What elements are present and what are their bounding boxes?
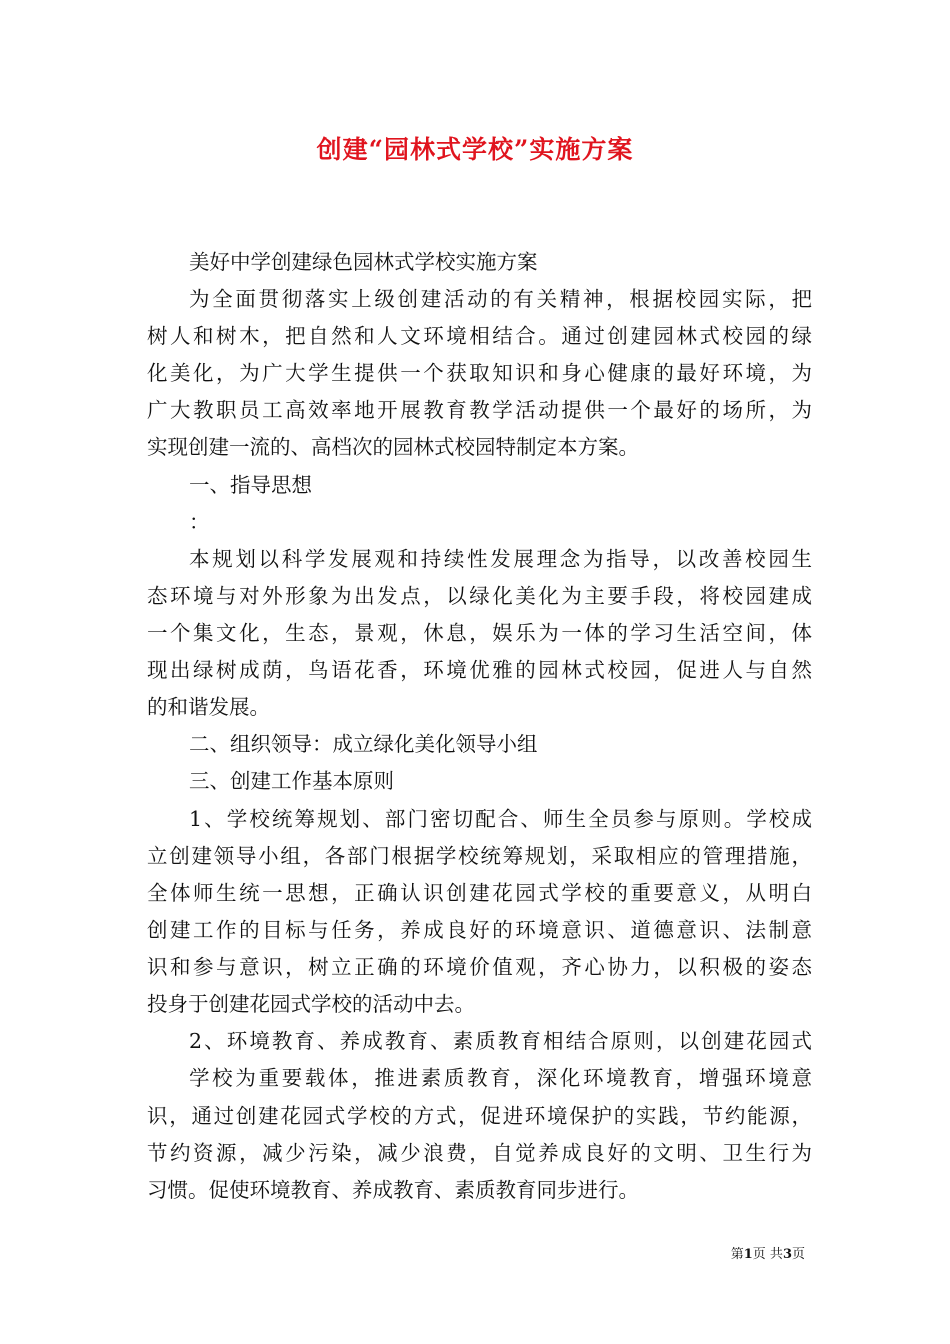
paragraph-line: 本规划以科学发展观和持续性发展理念为指导，以改善校园生 <box>189 547 812 571</box>
section-heading: 三、创建工作基本原则 <box>189 769 394 793</box>
paragraph-line: 2、环境教育、养成教育、素质教育相结合原则，以创建花园式 <box>189 1029 812 1053</box>
paragraph-line: 现出绿树成荫，鸟语花香，环境优雅的园林式校园，促进人与自然 <box>147 658 812 682</box>
paragraph-line: 节约资源，减少污染，减少浪费，自觉养成良好的文明、卫生行为 <box>147 1141 812 1165</box>
paragraph-line: 创建工作的目标与任务，养成良好的环境意识、道德意识、法制意 <box>147 918 812 942</box>
paragraph-line: 一个集文化，生态，景观，休息，娱乐为一体的学习生活空间，体 <box>147 621 812 645</box>
paragraph-line: 识，通过创建花园式学校的方式，促进环境保护的实践，节约能源， <box>147 1104 812 1128</box>
current-page-number: 1 <box>743 1247 753 1262</box>
paragraph-line: ： <box>189 510 210 534</box>
total-pages-number: 3 <box>782 1247 792 1262</box>
paragraph-line: 全体师生统一思想，正确认识创建花园式学校的重要意义，从明白 <box>147 881 812 905</box>
paragraph-line: 1、学校统筹规划、部门密切配合、师生全员参与原则。学校成 <box>189 807 812 831</box>
paragraph-line: 实现创建一流的、高档次的园林式校园特制定本方案。 <box>147 435 639 459</box>
paragraph-line: 广大教职员工高效率地开展教育教学活动提供一个最好的场所，为 <box>147 398 812 422</box>
paragraph-line: 识和参与意识，树立正确的环境价值观，齐心协力，以积极的姿态 <box>147 955 812 979</box>
paragraph-line: 学校为重要载体，推进素质教育，深化环境教育，增强环境意 <box>189 1066 812 1090</box>
footer-suffix: 页 <box>791 1247 805 1262</box>
paragraph-line: 立创建领导小组，各部门根据学校统筹规划，采取相应的管理措施， <box>147 844 812 868</box>
paragraph-line: 树人和树木，把自然和人文环境相结合。通过创建园林式校园的绿 <box>147 324 812 348</box>
section-heading: 二、组织领导：成立绿化美化领导小组 <box>189 732 538 756</box>
footer-prefix: 第 <box>730 1247 744 1262</box>
page-footer <box>731 1246 805 1264</box>
footer-middle: 页 共 <box>752 1247 783 1262</box>
document-title: 创建“园林式学校”实施方案 <box>316 135 634 164</box>
paragraph-line: 的和谐发展。 <box>147 695 270 719</box>
section-heading: 一、指导思想 <box>189 473 312 497</box>
paragraph-line: 化美化，为广大学生提供一个获取知识和身心健康的最好环境，为 <box>147 361 812 385</box>
paragraph-line: 为全面贯彻落实上级创建活动的有关精神，根据校园实际，把 <box>189 287 812 311</box>
paragraph-line: 投身于创建花园式学校的活动中去。 <box>147 992 475 1016</box>
subtitle-line: 美好中学创建绿色园林式学校实施方案 <box>189 250 538 274</box>
paragraph-line: 习惯。促使环境教育、养成教育、素质教育同步进行。 <box>147 1178 639 1202</box>
paragraph-line: 态环境与对外形象为出发点，以绿化美化为主要手段，将校园建成 <box>147 584 812 608</box>
